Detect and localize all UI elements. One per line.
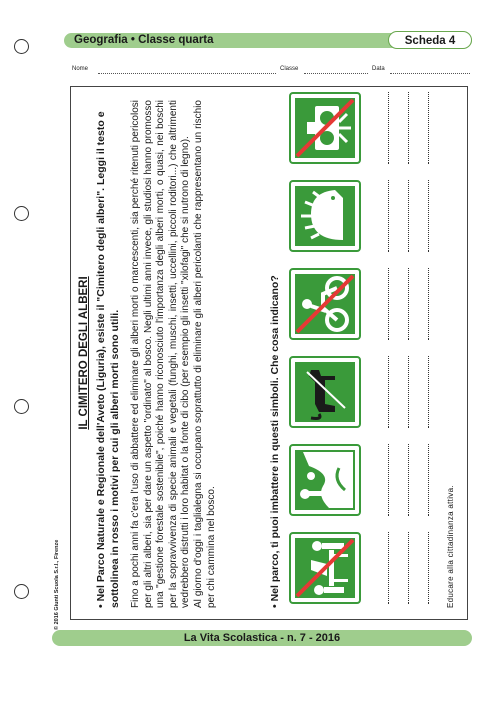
binder-hole [14, 584, 29, 599]
no-motorbike-icon [289, 268, 361, 340]
answer-line[interactable] [388, 532, 389, 604]
answer-line[interactable] [388, 180, 389, 252]
answer-lines [378, 98, 436, 608]
paragraph-2: Al giorno d'oggi i taglialegna si occupano soprattutto di eliminare gli alberi pericolanti che rappresentano un rischio per chi cammina nel bosco. [192, 100, 217, 608]
answer-line[interactable] [428, 532, 429, 604]
article-body [130, 100, 218, 608]
symbol-row [289, 98, 361, 608]
subject-label: Geografia • Classe quarta [74, 34, 214, 46]
answer-line[interactable] [388, 92, 389, 164]
name-field[interactable] [98, 66, 276, 74]
date-field[interactable] [390, 66, 470, 74]
answer-line[interactable] [428, 180, 429, 252]
article-title: IL CIMITERO DEGLI ALBERI [78, 276, 90, 430]
no-picnic-icon [289, 532, 361, 604]
answer-line[interactable] [428, 356, 429, 428]
sheet-label: Scheda 4 [388, 31, 472, 49]
class-field[interactable] [304, 66, 368, 74]
answer-line[interactable] [388, 356, 389, 428]
worksheet-content [76, 92, 464, 614]
copyright-notice: © 2016 Giunti Scuola S.r.l., Firenze [54, 539, 60, 630]
answer-line[interactable] [408, 532, 409, 604]
answer-line[interactable] [408, 444, 409, 516]
dog-icon [289, 356, 361, 428]
footnote: Educare alla cittadinanza attiva. [446, 485, 455, 608]
binder-hole [14, 206, 29, 221]
answer-line[interactable] [408, 356, 409, 428]
answer-line[interactable] [408, 92, 409, 164]
answer-line[interactable] [428, 268, 429, 340]
date-label: Data [372, 66, 385, 72]
hedgehog-icon [289, 180, 361, 252]
binder-hole [14, 399, 29, 414]
paragraph-1: Fino a pochi anni fa c'era l'uso di abbattere ed eliminare gli alberi morti o marcescenti, sia perché ritenuti pericolosi per gli altri alberi, sia per dare un aspetto "ordinato" al bosco. Negli ultimi anni invece, gli studiosi hanno promosso una "gestione forestale sostenibile", poiché hanno riconosciuto l'importanza degli alberi morti, o quasi, nei boschi per la sopravvivenza di specie animali e vegetali (funghi, muschi, insetti, uccellini, piccoli roditori...) che altrimenti vedrebbero distrutti i loro habitat o la fonte di cibo (per esempio gli insetti "xilofagi" che si nutrono di legno). [130, 100, 192, 608]
no-camera-icon [289, 92, 361, 164]
answer-line[interactable] [388, 444, 389, 516]
question: • Nel parco, ti puoi imbattere in questi simboli. Che cosa indicano? [269, 275, 281, 608]
footer-bar: La Vita Scolastica - n. 7 - 2016 [52, 630, 472, 646]
name-label: Nome [72, 66, 89, 72]
landslide-icon [289, 444, 361, 516]
answer-line[interactable] [428, 92, 429, 164]
header-bar [64, 33, 472, 48]
article-intro: • Nel Parco Naturale e Regionale dell'Aveto (Liguria), esiste il "Cimitero degli alberi". Leggi il testo e sottolinea in rosso i motivi per cui gli alberi morti sono utili. [95, 111, 121, 608]
answer-line[interactable] [428, 444, 429, 516]
class-label: Classe [280, 66, 299, 72]
answer-line[interactable] [388, 268, 389, 340]
answer-line[interactable] [408, 180, 409, 252]
binder-hole [14, 39, 29, 54]
answer-line[interactable] [408, 268, 409, 340]
